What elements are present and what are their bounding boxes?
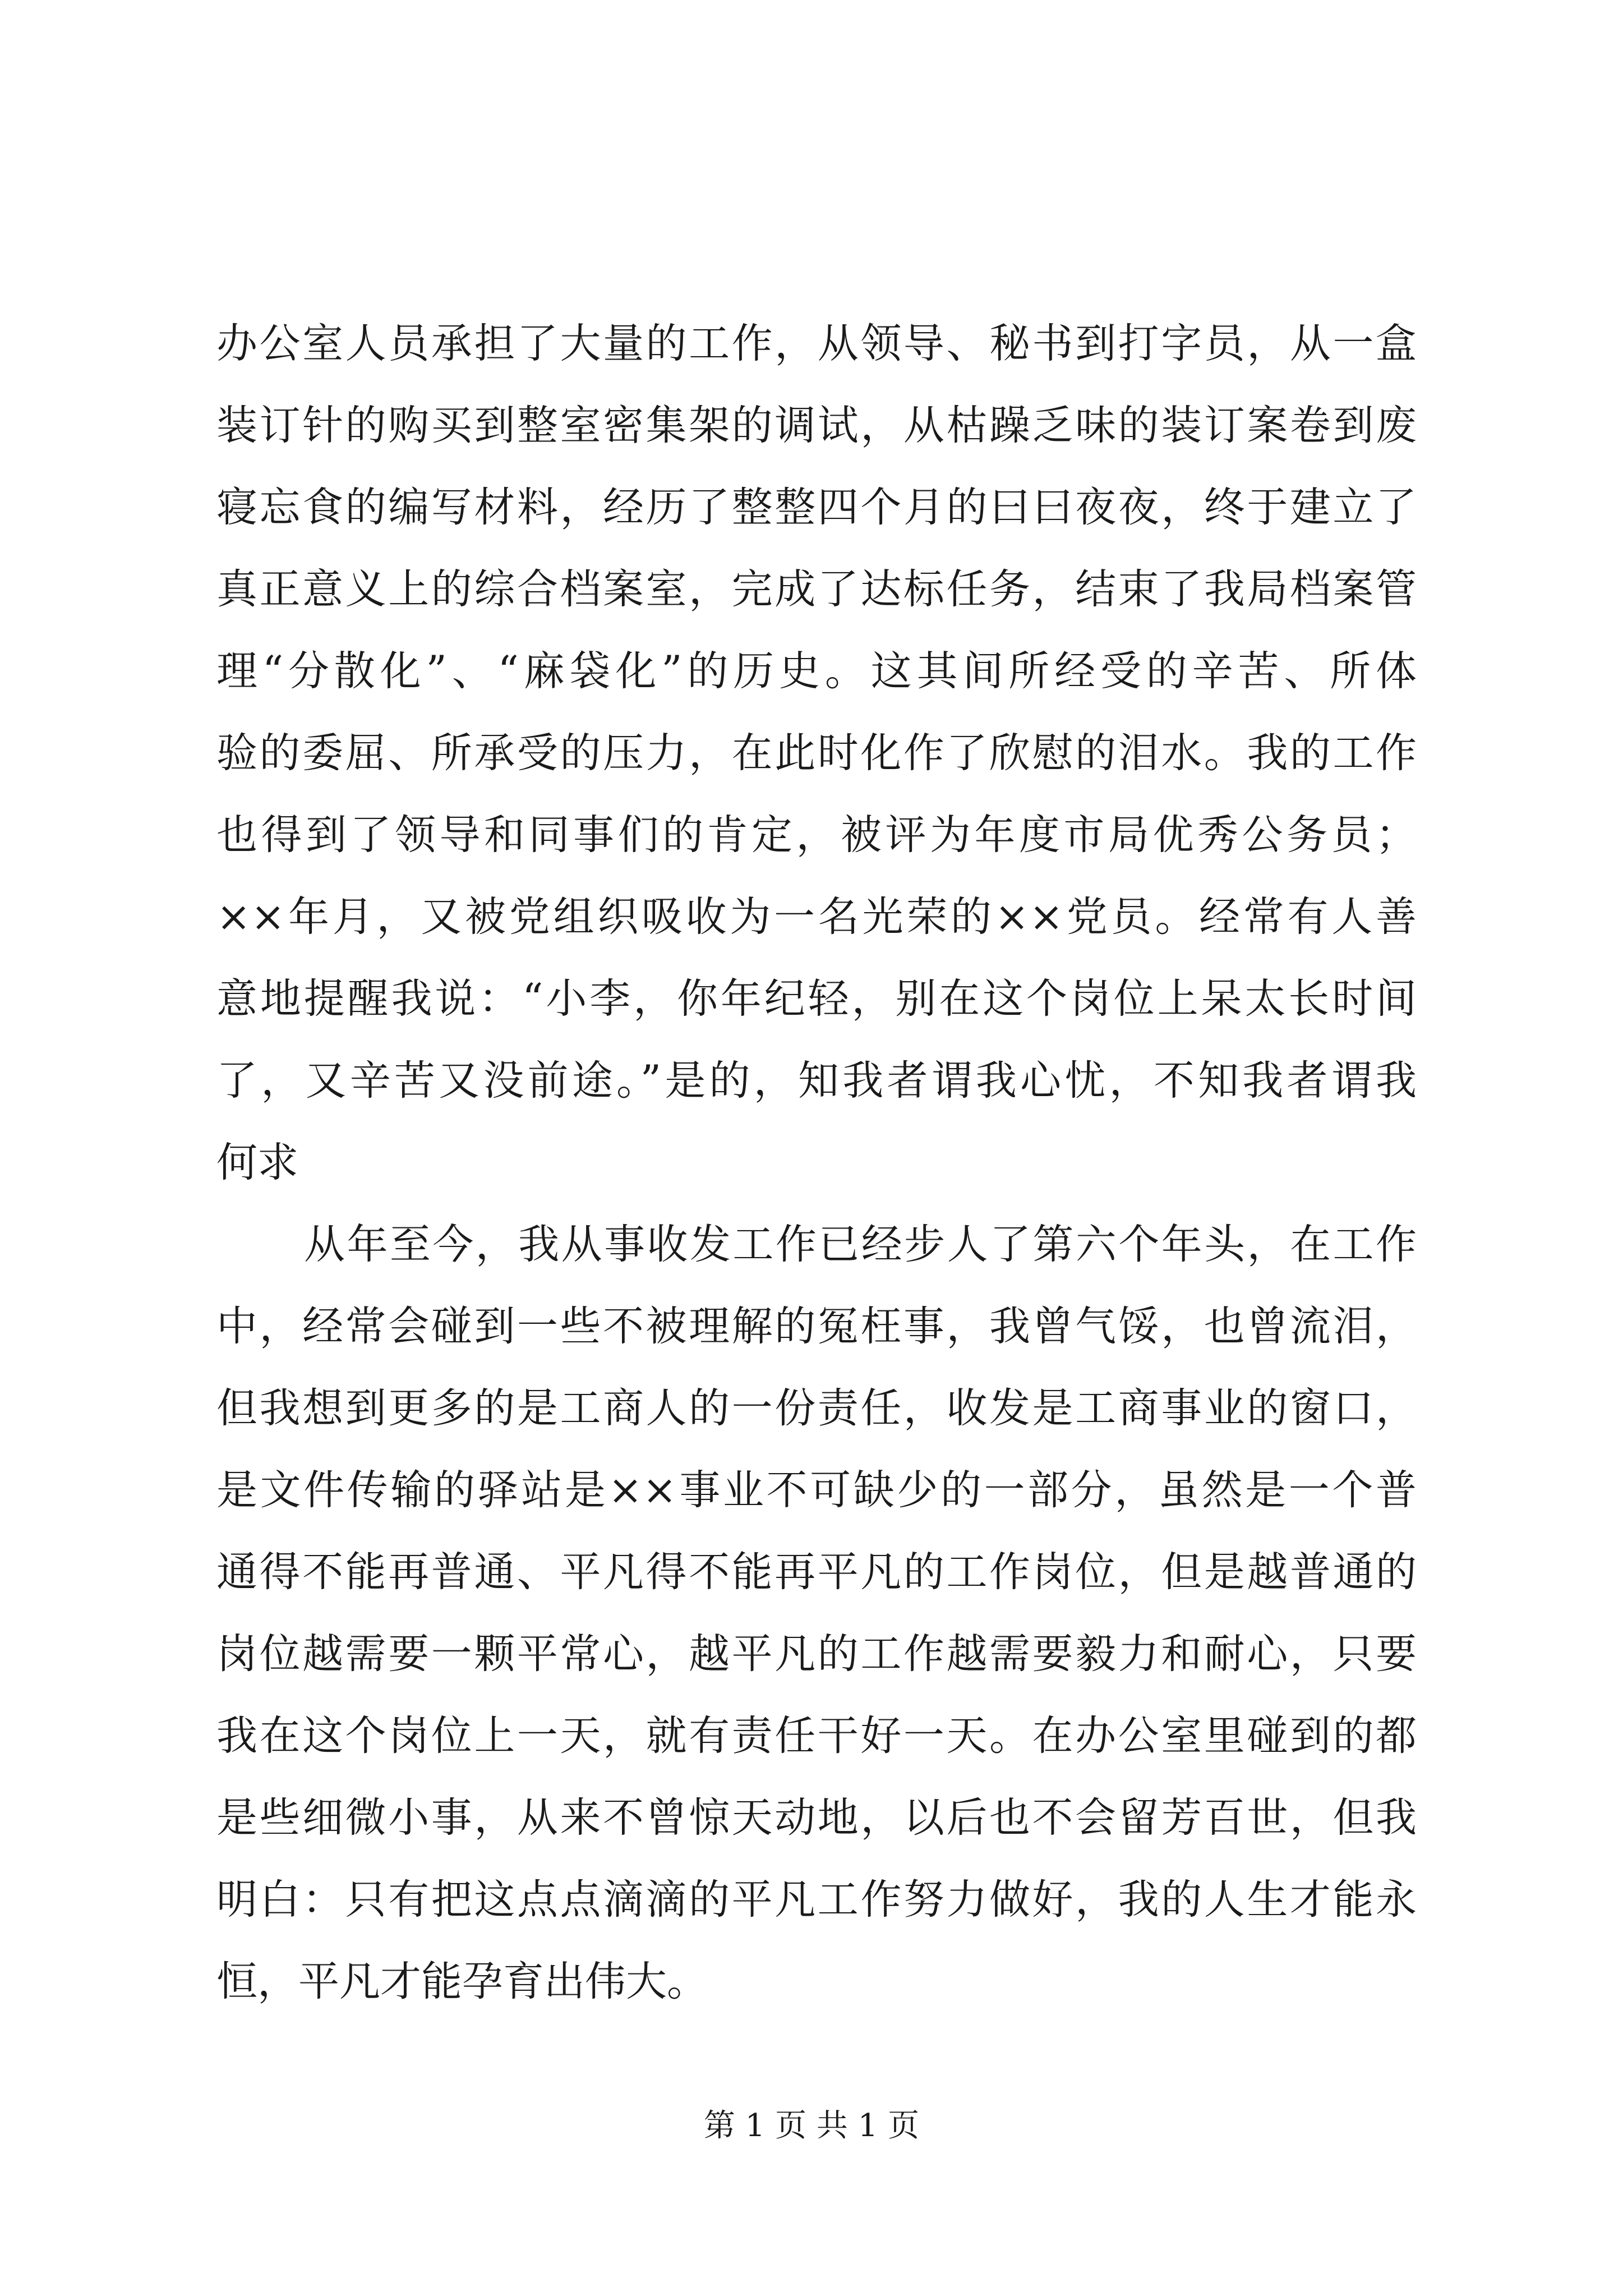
text-line: 了，又辛苦又没前途。”是的，知我者谓我心忧，不知我者谓我 <box>216 1057 1417 1105</box>
text-line: ××年月，又被党组织吸收为一名光荣的××党员。经常有人善 <box>216 893 1417 941</box>
text-line: 也得到了领导和同事们的肯定，被评为年度市局优秀公务员； <box>216 811 1417 859</box>
text-line: 验的委屈、所承受的压力，在此时化作了欣慰的泪水。我的工作 <box>216 729 1417 777</box>
document-body <box>216 303 1417 2023</box>
text-line: 通得不能再普通、平凡得不能再平凡的工作岗位，但是越普通的 <box>216 1548 1417 1596</box>
text-line: 明白：只有把这点点滴滴的平凡工作努力做好，我的人生才能永 <box>216 1876 1417 1924</box>
text-line: 寝忘食的编写材料，经历了整整四个月的曰曰夜夜，终于建立了 <box>216 484 1417 531</box>
text-line: 中，经常会碰到一些不被理解的冤枉事，我曾气馁，也曾流泪， <box>216 1303 1417 1350</box>
text-line: 办公室人员承担了大量的工作，从领导、秘书到打字员，从一盒 <box>216 320 1417 367</box>
text-line: 何求 <box>216 1139 298 1186</box>
text-line: 意地提醒我说：“小李，你年纪轻，别在这个岗位上呆太长时间 <box>216 975 1417 1023</box>
text-line: 从年至今，我从事收发工作已经步人了第六个年头，在工作 <box>304 1221 1417 1268</box>
page-number-footer: 第 1 页 共 1 页 <box>703 2108 920 2144</box>
paragraph-1 <box>216 303 1417 1204</box>
text-line: 是文件传输的驿站是××事业不可缺少的一部分，虽然是一个普 <box>216 1466 1417 1514</box>
text-line: 真正意义上的综合档案室，完成了达标任务，结束了我局档案管 <box>216 565 1417 613</box>
text-line: 我在这个岗位上一天，就有责任干好一天。在办公室里碰到的都 <box>216 1712 1417 1760</box>
paragraph-2 <box>216 1204 1417 2023</box>
text-line: 岗位越需要一颗平常心，越平凡的工作越需要毅力和耐心，只要 <box>216 1630 1417 1678</box>
text-line: 理“分散化”、“麻袋化”的历史。这其间所经受的辛苦、所体 <box>216 647 1417 695</box>
text-line: 但我想到更多的是工商人的一份责任，收发是工商事业的窗口， <box>216 1384 1417 1432</box>
text-line: 是些细微小事，从来不曾惊天动地，以后也不会留芳百世，但我 <box>216 1794 1417 1842</box>
text-line: 装订针的购买到整室密集架的调试，从枯躁乏味的装订案卷到废 <box>216 402 1417 449</box>
text-line: 恒，平凡才能孕育出伟大。 <box>216 1958 708 2005</box>
